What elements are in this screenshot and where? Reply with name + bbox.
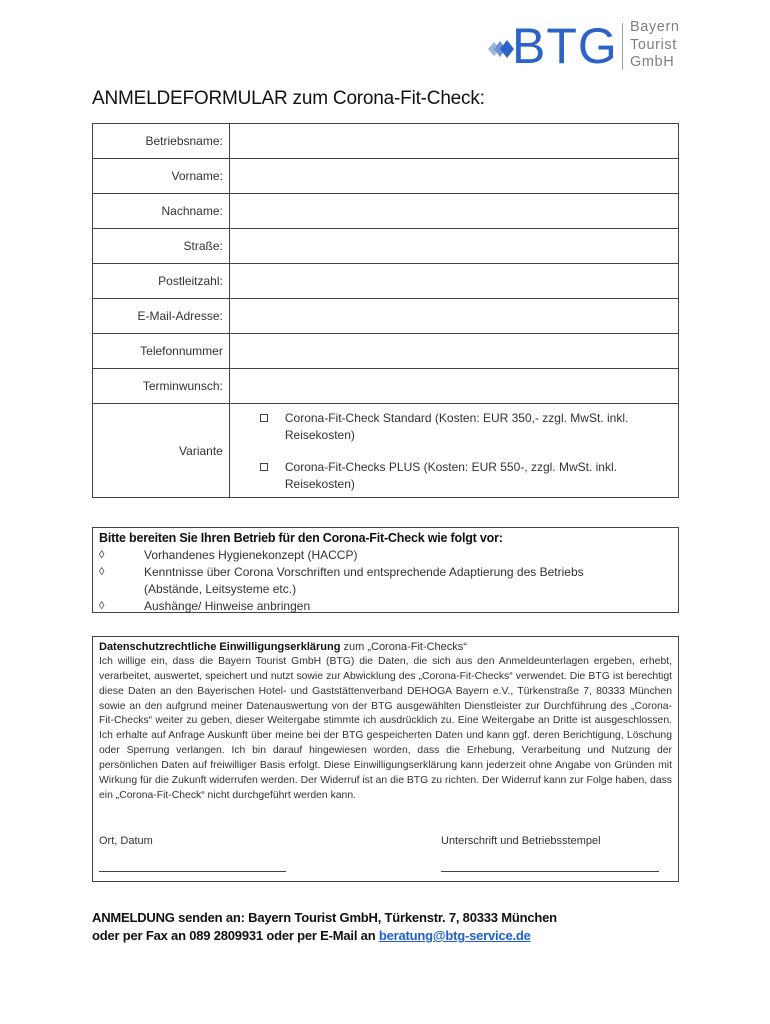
field-label: Straße: [93,229,230,264]
logo-subtitle-line: Tourist [630,36,677,53]
form-row-strasse [93,229,679,264]
field-label: Betriebsname: [93,124,230,159]
diamond-bullet-icon: ◊ [99,600,105,612]
form-row-nachname [93,194,679,229]
variant-option-text: Corona-Fit-Check Standard (Kosten: EUR 350,- zzgl. MwSt. inkl. [284,411,629,425]
field-label: E-Mail-Adresse: [93,299,230,334]
list-item-text: Aushänge/ Hinweise anbringen [144,599,311,613]
list-item-text: (Abstände, Leitsysteme etc.) [144,582,297,596]
checkbox-plus[interactable] [260,463,268,471]
logo-brand-text: BTG [512,18,618,74]
btg-logo [482,18,682,74]
place-date-line[interactable] [99,871,286,872]
field-label: Postleitzahl: [93,264,230,299]
consent-heading [99,640,672,655]
place-date-label: Ort, Datum [99,835,153,847]
variant-option-standard[interactable] [260,410,678,444]
list-item [99,564,672,598]
betriebsname-field[interactable] [229,124,678,159]
list-item [99,598,672,615]
logo-subtitle-line: Bayern [630,19,680,35]
variant-options [229,404,678,498]
footer-line: ANMELDUNG senden an: Bayern Tourist GmbH, Türkenstr. 7, 80333 München [92,910,557,925]
page-title: ANMELDEFORMULAR zum Corona-Fit-Check: [92,88,485,109]
preparation-box [92,527,679,613]
diamond-bullet-icon: ◊ [99,566,105,578]
consent-heading-rest: zum „Corona-Fit-Checks“ [340,641,467,653]
variant-option-plus[interactable] [260,459,678,493]
email-field[interactable] [229,299,678,334]
list-item-text: Kenntnisse über Corona Vorschriften und entsprechende Adaptierung des Betriebs [144,565,584,579]
logo-subtitle-line: GmbH [630,54,675,70]
registration-form-table [92,123,679,498]
consent-heading-bold: Datenschutzrechtliche Einwilligungserklärung [99,641,341,653]
postleitzahl-field[interactable] [229,264,678,299]
footer-line-prefix: oder per Fax an 089 2809931 oder per E-Mail an [92,928,379,943]
list-item-text: Vorhandenes Hygienekonzept (HACCP) [144,548,358,562]
footer-line-2 [92,927,557,945]
diamond-bullet-icon: ◊ [99,549,105,561]
field-label: Terminwunsch: [93,369,230,404]
field-label: Telefonnummer [93,334,230,369]
form-row-betriebsname [93,124,679,159]
email-link[interactable]: beratung@btg-service.de [378,928,531,943]
signature-label: Unterschrift und Betriebsstempel [441,835,601,847]
logo-divider [622,23,623,70]
consent-body-text: Ich willige ein, dass die Bayern Tourist GmbH (BTG) die Daten, die sich aus den Anmeldeunterlagen ergeben, erhebt, verarbeitet, auswertet, speichert und nutzt sowie zur Abwicklung des „Corona-Fit-Checks“ verwendet. Die BTG ist berechtigt diese Daten an den Bayerischen Hotel- und Gaststättenverband DEHOGA Bayern e.V., Türkenstraße 7, 80333 München sowie an den aufgrund meiner Datenauswertung von der BTG ausgewählten Dienstleister zur Durchführung des „Corona-Fit-Checks“ weiter zu geben, dieser Weitergabe stimmte ich ausdrücklich zu. Eine Weitergabe an Dritte ist ausgeschlossen. Ich erhalte auf Anfrage Auskunft über meine bei der BTG gespeicherten Daten und kann ggf. deren Berichtigung, Löschung oder Sperrung verlangen. Ich bin darauf hingewiesen worden, dass die Erhebung, Verarbeitung und Nutzung der persönlichen Daten auf freiwilliger Basis erfolgt. Diese Einwilligungserklärung kann jederzeit ohne Angabe von Gründen mit Wirkung für die Zukunft widerrufen werden. Der Widerruf ist an die BTG zu richten. Der Widerruf kann zur Folge haben, dass ein „Corona-Fit-Check“ nicht durchgeführt werden kann. [99,656,672,801]
form-row-email [93,299,679,334]
form-row-variante [93,404,679,498]
terminwunsch-field[interactable] [229,369,678,404]
field-label: Nachname: [93,194,230,229]
field-label: Vorname: [93,159,230,194]
signature-line[interactable] [441,871,659,872]
strasse-field[interactable] [229,229,678,264]
nachname-field[interactable] [229,194,678,229]
form-row-telefon [93,334,679,369]
consent-box [92,636,679,882]
vorname-field[interactable] [229,159,678,194]
preparation-heading: Bitte bereiten Sie Ihren Betrieb für den Corona-Fit-Check wie folgt vor: [99,531,503,545]
checkbox-standard[interactable] [260,414,268,422]
field-label: Variante [93,404,230,498]
logo-diamonds-icon [482,34,516,64]
form-row-terminwunsch [93,369,679,404]
list-item [99,547,672,564]
variant-option-text: Reisekosten) [284,477,355,491]
variant-option-text: Reisekosten) [284,428,355,442]
footer-instructions [92,909,557,945]
telefon-field[interactable] [229,334,678,369]
form-row-postleitzahl [93,264,679,299]
variant-option-text: Corona-Fit-Checks PLUS (Kosten: EUR 550-, zzgl. MwSt. inkl. [284,460,617,474]
form-row-vorname [93,159,679,194]
logo-subtitle [630,19,680,72]
